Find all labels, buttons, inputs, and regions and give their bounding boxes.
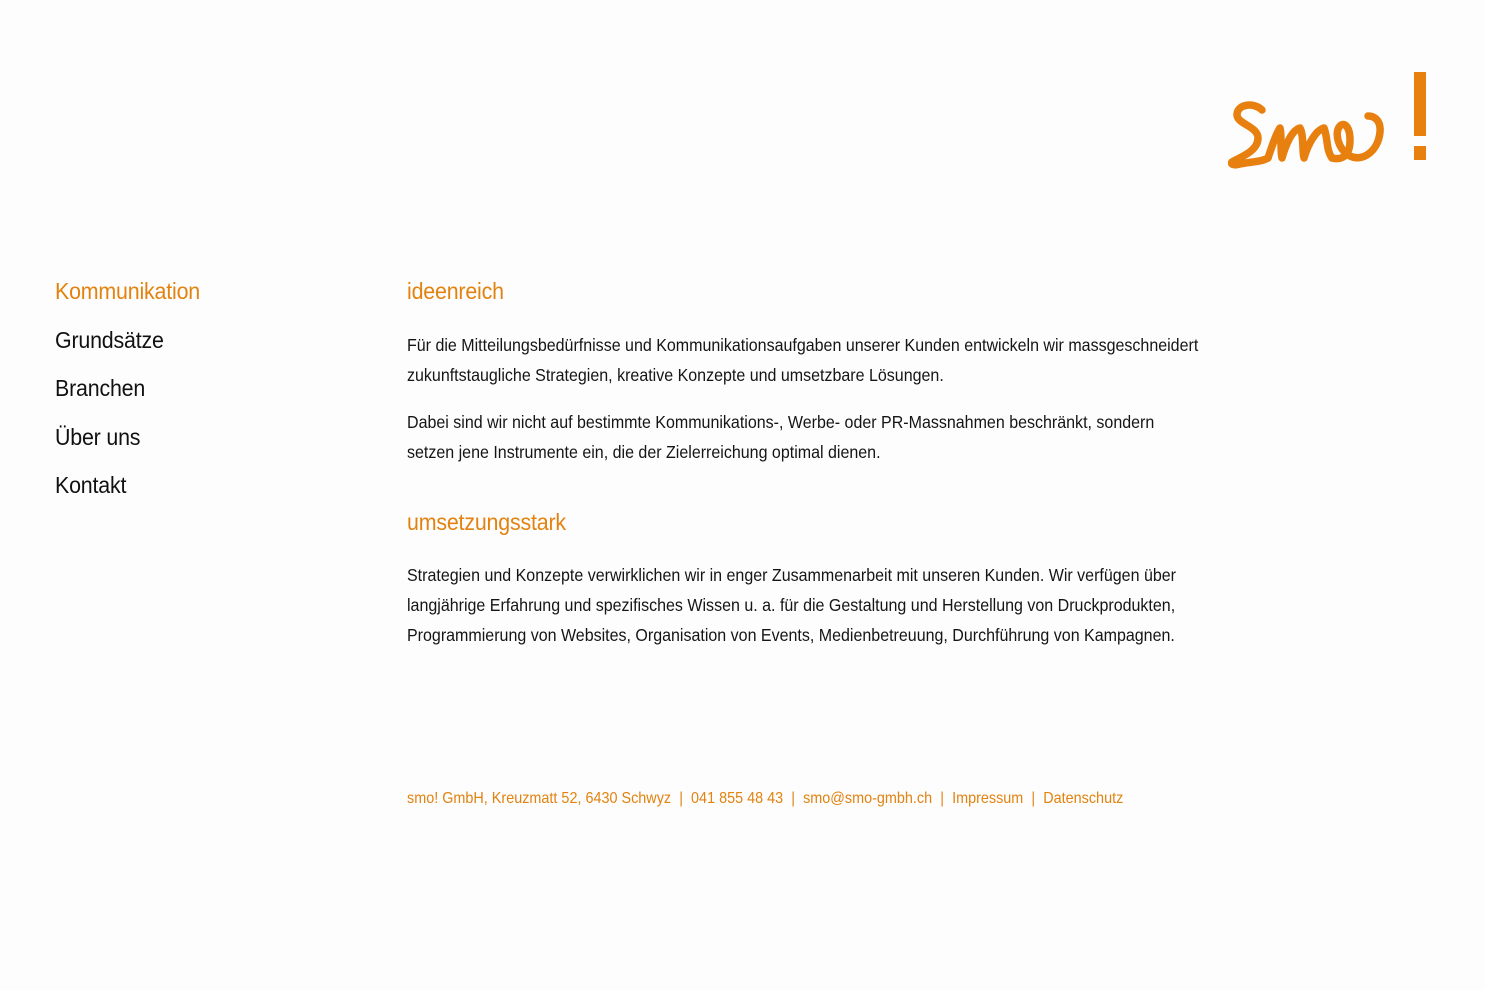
footer-address: smo! GmbH, Kreuzmatt 52, 6430 Schwyz <box>407 790 672 807</box>
section-heading-umsetzungsstark: umsetzungsstark <box>407 509 566 535</box>
smo-logo-icon <box>1228 66 1438 170</box>
nav-item-grundsaetze <box>55 325 355 374</box>
footer-impressum-link[interactable]: Impressum <box>952 790 1024 807</box>
nav-item-branchen <box>55 373 355 422</box>
footer-separator: | <box>940 790 944 807</box>
section-paragraph: Strategien und Konzepte verwirklichen wir in enger Zusammenarbeit mit unseren Kunden. Wir verfügen über langjährige Erfahrung und spezifisches Wissen u. a. für die Gestaltung und Herstellung von Druckprodukten, Programmierung von Websites, Organisation von Events, Medienbetreuung, Durchführung von Kampagnen. <box>407 565 1177 645</box>
footer-datenschutz-link[interactable]: Datenschutz <box>1043 790 1124 807</box>
footer-phone-link[interactable]: 041 855 48 43 <box>691 790 784 807</box>
footer-separator: | <box>679 790 683 807</box>
nav-link-ueber-uns[interactable]: Über uns <box>55 423 141 450</box>
nav-item-kommunikation <box>55 276 355 325</box>
nav-link-kontakt[interactable]: Kontakt <box>55 472 127 498</box>
nav-item-kontakt <box>55 470 355 519</box>
footer <box>407 787 1123 811</box>
section-paragraph: Für die Mitteilungsbedürfnisse und Kommunikationsaufgaben unserer Kunden entwickeln wir massgeschneidert zukunftstaugliche Strategien, kreative Konzepte und umsetzbare Lösungen. <box>407 335 1199 385</box>
nav-link-branchen[interactable]: Branchen <box>55 375 146 401</box>
nav-link-kommunikation[interactable]: Kommunikation <box>55 278 201 304</box>
nav-item-ueber-uns <box>55 422 355 471</box>
section-heading-ideenreich: ideenreich <box>407 278 504 304</box>
footer-separator: | <box>1031 790 1036 807</box>
footer-separator: | <box>791 790 795 807</box>
section-paragraph: Dabei sind wir nicht auf bestimmte Kommunikations-, Werbe- oder PR-Massnahmen beschränkt, sondern setzen jene Instrumente ein, die der Zielerreichung optimal dienen. <box>407 412 1155 462</box>
smo-logo[interactable] <box>1228 66 1438 170</box>
main-content <box>407 276 1207 650</box>
footer-email-link[interactable]: smo@smo-gmbh.ch <box>803 790 933 807</box>
main-navigation <box>55 276 355 519</box>
nav-link-grundsaetze[interactable]: Grundsätze <box>55 326 164 353</box>
